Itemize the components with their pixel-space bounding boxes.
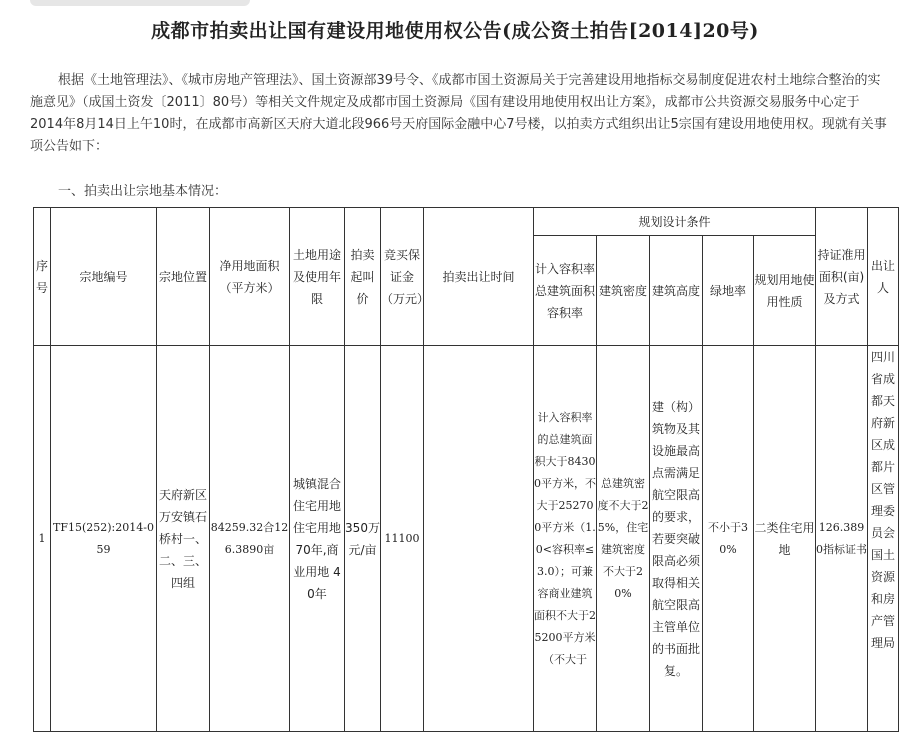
- header-auction-time: 拍卖出让时间: [424, 208, 534, 346]
- header-deposit: 竞买保证金（万元）: [381, 208, 424, 346]
- header-parcel-no: 宗地编号: [51, 208, 157, 346]
- cell-seq: 1: [34, 346, 51, 732]
- intro-paragraph: 根据《土地管理法》、《城市房地产管理法》、国土资源部39号令、《成都市国土资源局关于完善建设用地指标交易制度促进农村土地综合整治的实施意见》（成国土资发〔2011〕80号）等相关文件规定及成都市国土资源局《国有建设用地使用权出让方案》，成都市公共资源交易服务中心定于2014年8月14日上午10时，在成都市高新区天府大道北段966号天府国际金融中心7号楼，以拍卖方式组织出让5宗国有建设用地使用权。现就有关事项公告如下：: [30, 73, 887, 154]
- cell-density: 总建筑密度不大于25%，住宅建筑密度不大于20%: [597, 346, 650, 732]
- cell-location: 天府新区万安镇石桥村一、二、三、四组: [157, 346, 210, 732]
- header-indicator: 持证准用面积(亩)及方式: [816, 208, 868, 346]
- cell-green: 不小于30%: [703, 346, 754, 732]
- header-density: 建筑密度: [597, 236, 650, 346]
- header-grantor: 出让人: [868, 208, 899, 346]
- cell-height: 建（构）筑物及其设施最高点需满足航空限高的要求，若要突破限高必须取得相关航空限高主管单位的书面批复。: [650, 346, 703, 732]
- cell-auction-time: [424, 346, 534, 732]
- header-location: 宗地位置: [157, 208, 210, 346]
- cell-land-nature: 二类住宅用地: [754, 346, 816, 732]
- cell-indicator: 126.3890指标证书: [816, 346, 868, 732]
- section-heading: 一、拍卖出让宗地基本情况：: [58, 184, 228, 199]
- table-row: [34, 346, 899, 732]
- cell-net-area: 84259.32合126.3890亩: [210, 346, 290, 732]
- cell-far: 计入容积率的总建筑面积大于84300平方米，不大于252700平方米（1.0<容积率≤3.0）；可兼容商业建筑面积不大于25200平方米（不大于: [534, 346, 597, 732]
- header-use-term: 土地用途及使用年限: [290, 208, 345, 346]
- cell-deposit: 11100: [381, 346, 424, 732]
- parcel-table: [33, 207, 899, 732]
- header-height: 建筑高度: [650, 236, 703, 346]
- table-header-row-1: [34, 208, 899, 236]
- header-planning-group: 规划设计条件: [534, 208, 816, 236]
- header-seq: 序号: [34, 208, 51, 346]
- cell-grantor: 四川省成都天府新区成都片区管理委员会国土资源和房产管理局: [868, 346, 899, 732]
- header-land-nature: 规划用地使用性质: [754, 236, 816, 346]
- cell-start-price: 350万元/亩: [345, 346, 381, 732]
- page-title: 成都市拍卖出让国有建设用地使用权公告(成公资土拍告[2014]20号): [151, 20, 759, 42]
- top-tab-shape: [30, 0, 250, 6]
- header-net-area: 净用地面积（平方米）: [210, 208, 290, 346]
- cell-use-term: 城镇混合住宅用地住宅用地70年,商业用地 40年: [290, 346, 345, 732]
- header-green: 绿地率: [703, 236, 754, 346]
- header-far: 计入容积率总建筑面积 容积率: [534, 236, 597, 346]
- cell-parcel-no: TF15(252):2014-059: [51, 346, 157, 732]
- top-decoration-bar: [0, 0, 910, 6]
- header-start-price: 拍卖起叫价: [345, 208, 381, 346]
